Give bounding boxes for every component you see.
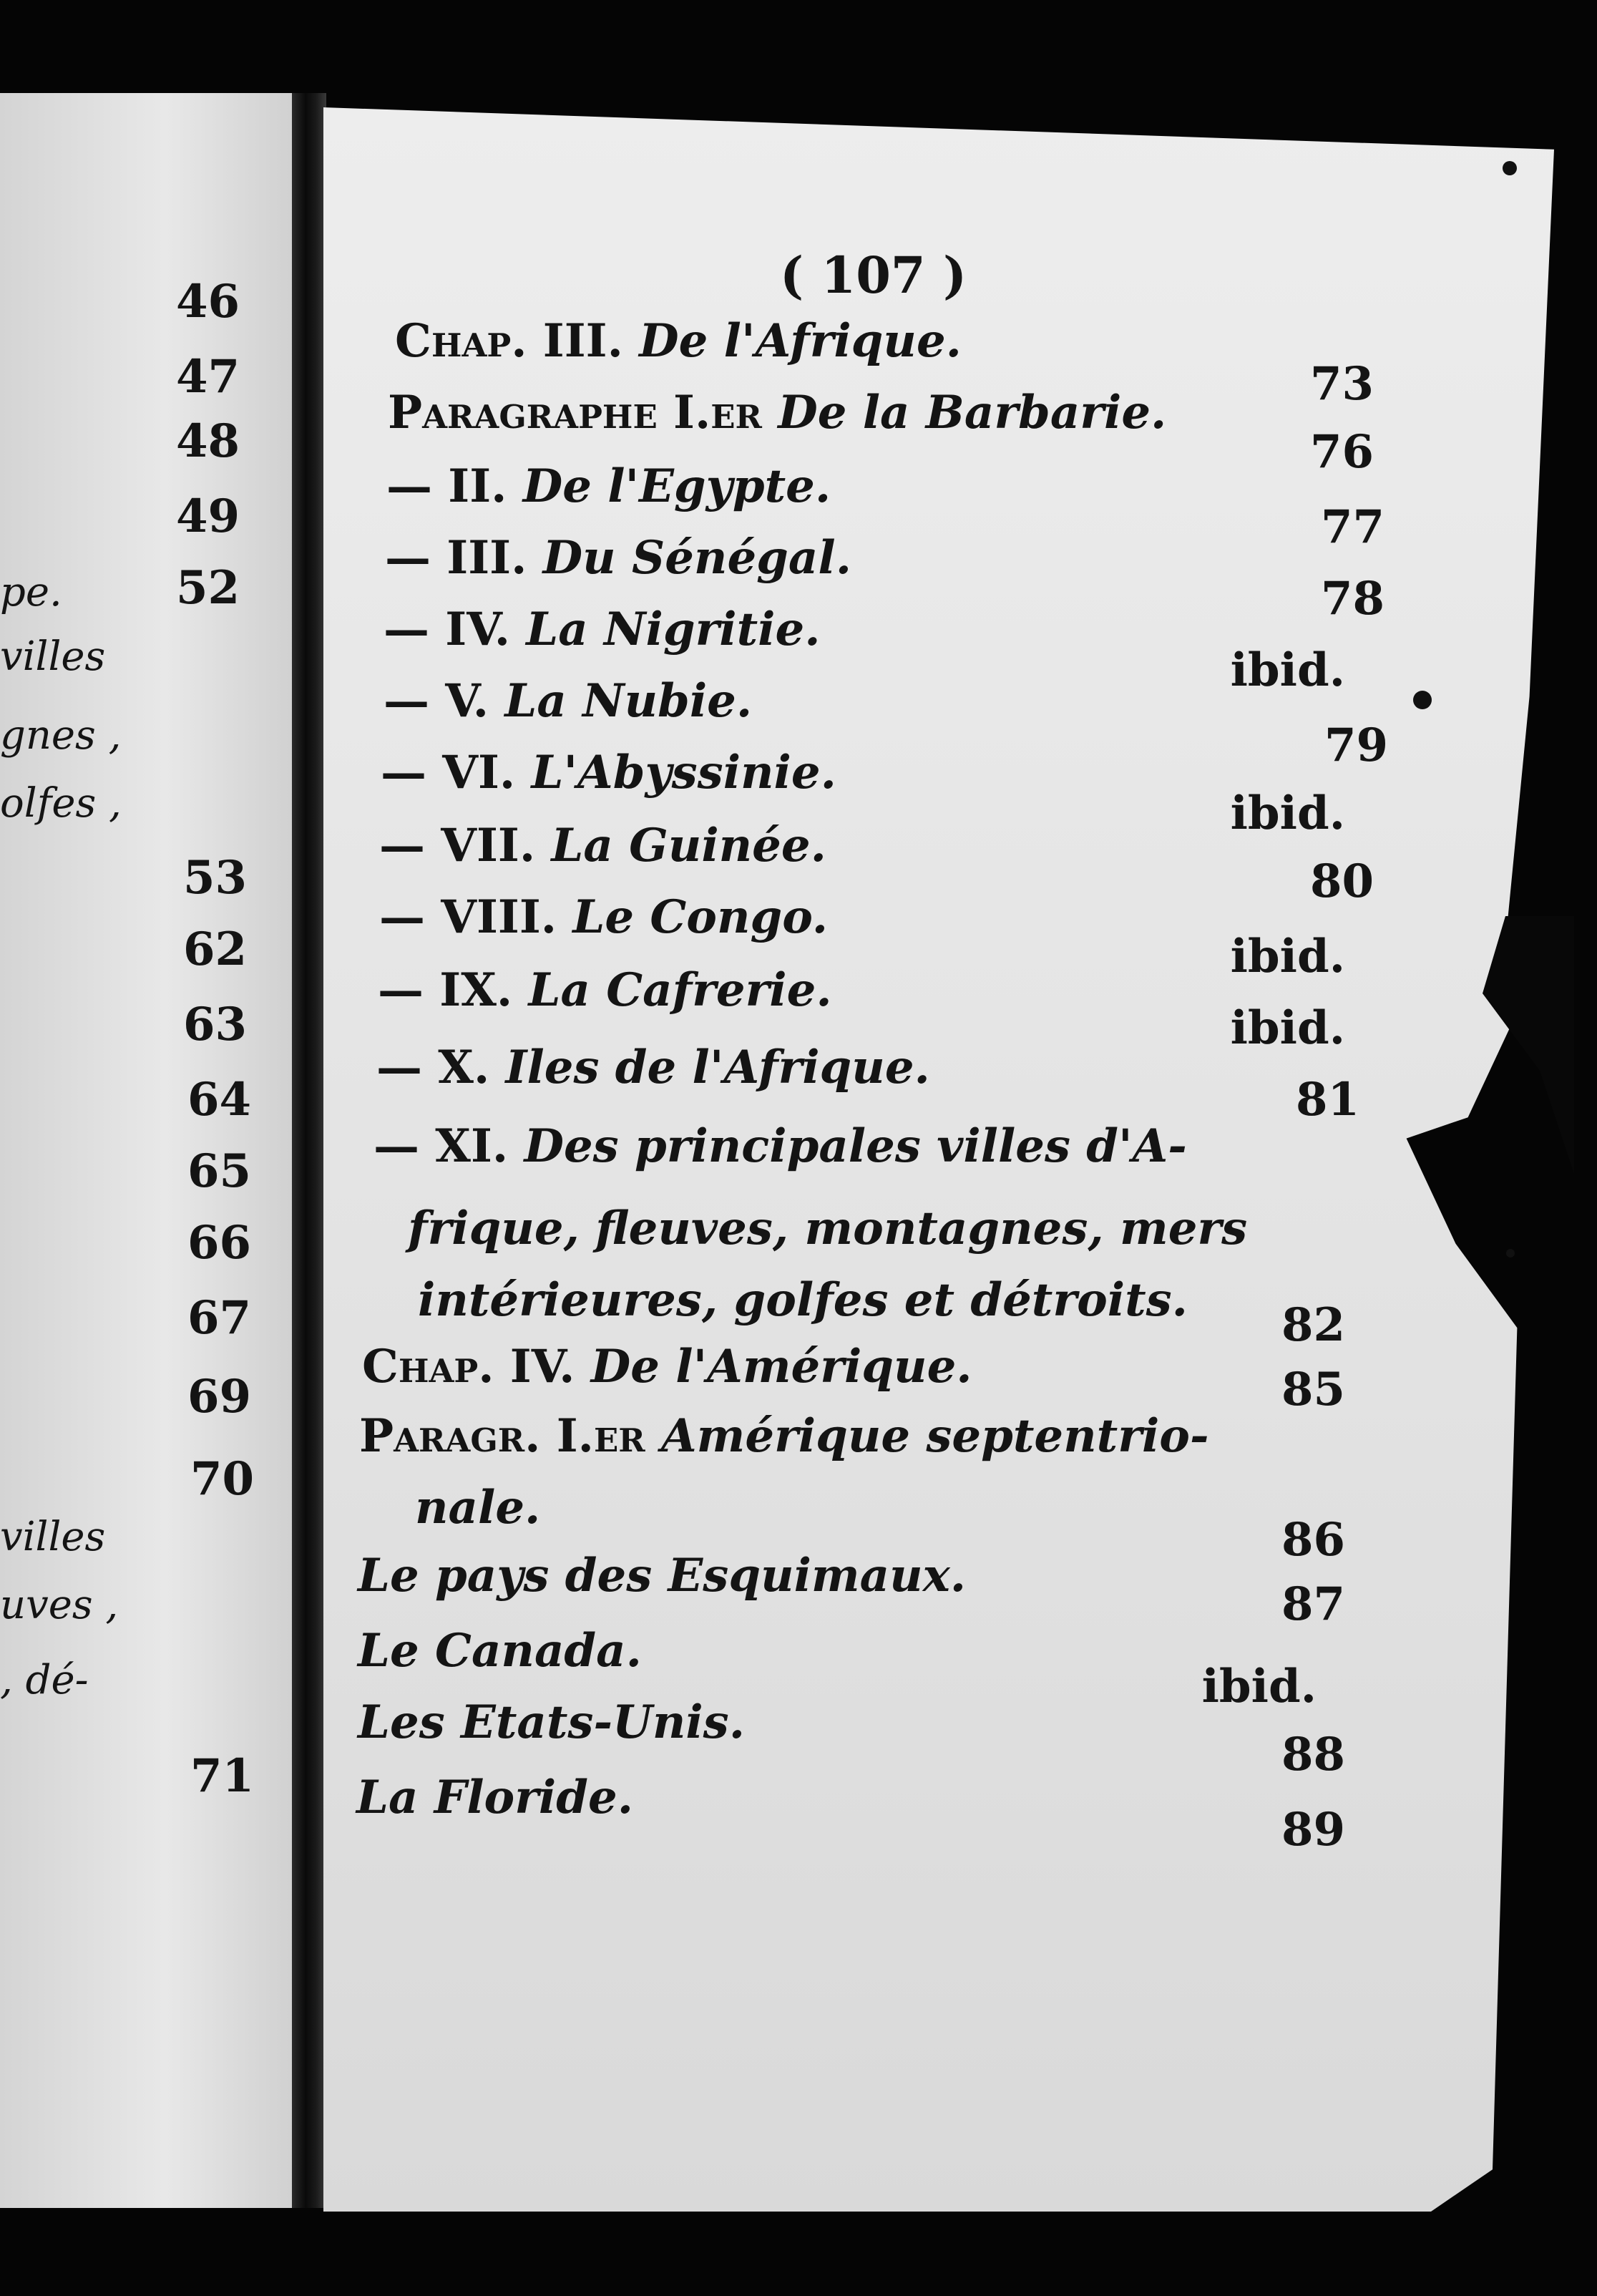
left-page-fragment: villes [0, 1514, 106, 1560]
toc-entry-prefix: — II. [386, 459, 523, 513]
toc-entry-title: La Nigritie. [526, 603, 821, 656]
book-gutter [292, 93, 326, 2208]
toc-entry-title: Le Canada. [358, 1624, 642, 1678]
toc-entry-prefix: — VI. [381, 746, 532, 799]
toc-entry-title: De la Barbarie. [778, 386, 1167, 439]
toc-entry-title: intérieures, golfes et détroits. [418, 1273, 1188, 1327]
toc-entry [373, 1119, 1187, 1173]
left-page-number: 48 [176, 414, 240, 468]
toc-entry [376, 1041, 930, 1094]
left-page-number: 64 [187, 1073, 252, 1127]
toc-entry-title: Les Etats-Unis. [358, 1696, 745, 1749]
toc-entry-prefix: Chap. III. [395, 314, 640, 368]
toc-entry-prefix: — IV. [384, 603, 527, 656]
toc-entry-title: Des principales villes d'A- [524, 1119, 1187, 1173]
toc-entry-title: La Nubie. [504, 674, 753, 728]
toc-entry [418, 1273, 1188, 1327]
toc-entry-prefix: Paragraphe I.er [388, 386, 778, 439]
toc-entry-title: nale. [415, 1481, 541, 1534]
toc-page-number: 88 [1281, 1728, 1345, 1781]
toc-page-number: ibid. [1230, 930, 1345, 983]
toc-entry [388, 386, 1167, 439]
left-page-fragment: , dé- [0, 1657, 89, 1703]
toc-page-number: 78 [1320, 572, 1384, 626]
toc-entry [408, 1202, 1248, 1255]
left-page-number: 62 [183, 923, 248, 976]
toc-entry [362, 1340, 972, 1393]
toc-entry-title: Le pays des Esquimaux. [358, 1549, 967, 1602]
toc-page-number: 81 [1295, 1073, 1359, 1127]
toc-entry-prefix: — VIII. [379, 890, 573, 944]
left-page-fragment: olfes , [0, 780, 122, 827]
toc-page-number: ibid. [1230, 643, 1345, 697]
toc-entry-title: La Floride. [356, 1771, 633, 1824]
toc-entry [385, 531, 851, 585]
toc-entry-prefix: — V. [384, 674, 505, 728]
left-page-number: 46 [176, 275, 240, 329]
left-page-number: 70 [190, 1452, 255, 1506]
toc-entry [359, 1409, 1209, 1463]
toc-entry [381, 746, 836, 799]
toc-entry-title: De l'Amérique. [590, 1340, 972, 1393]
left-page-number: 63 [183, 998, 248, 1051]
page-number: ( 107 ) [780, 245, 967, 305]
left-page-fragment: uves , [0, 1582, 119, 1628]
toc-entry-title: Amérique septentrio- [660, 1409, 1209, 1463]
toc-page-number: ibid. [1201, 1660, 1317, 1713]
toc-entry-title: La Cafrerie. [528, 963, 832, 1017]
toc-entry [415, 1481, 541, 1534]
toc-entry-prefix: — III. [385, 531, 543, 585]
toc-entry-prefix: Paragr. I.er [359, 1409, 661, 1463]
toc-page-number: ibid. [1230, 1001, 1345, 1055]
toc-entry-prefix: — VII. [379, 819, 552, 872]
toc-page-number: 76 [1309, 425, 1374, 479]
left-page-number: 66 [187, 1216, 252, 1270]
toc-entry-title: Du Sénégal. [542, 531, 851, 585]
toc-entry [358, 1549, 967, 1602]
toc-entry [378, 963, 832, 1017]
toc-entry [358, 1624, 642, 1678]
left-page-fragment: pe. [0, 569, 62, 616]
toc-entry-title: La Guinée. [551, 819, 826, 872]
left-page-number: 67 [187, 1291, 252, 1345]
toc-entry-title: Iles de l'Afrique. [505, 1041, 930, 1094]
left-page [0, 93, 301, 2208]
toc-page-number: 77 [1320, 500, 1384, 554]
toc-entry-title: frique, fleuves, montagnes, mers [408, 1202, 1248, 1255]
toc-page-number: 85 [1281, 1363, 1345, 1416]
toc-page-number: 87 [1281, 1577, 1345, 1631]
toc-entry [386, 459, 831, 513]
ink-speck [1506, 1249, 1515, 1258]
toc-entry-title: De l'Afrique. [639, 314, 962, 368]
toc-entry [358, 1696, 745, 1749]
toc-entry [379, 890, 829, 944]
toc-entry [356, 1771, 633, 1824]
ink-speck [1503, 161, 1517, 175]
toc-entry [379, 819, 826, 872]
toc-page-number: 79 [1324, 719, 1388, 772]
toc-page-number: 89 [1281, 1803, 1345, 1857]
left-page-number: 69 [187, 1370, 252, 1424]
toc-entry-title: De l'Egypte. [522, 459, 831, 513]
toc-page-number: 73 [1309, 357, 1374, 411]
toc-entry [395, 314, 962, 368]
ink-speck [1413, 691, 1432, 709]
toc-page-number: 86 [1281, 1513, 1345, 1567]
toc-entry-prefix: — IX. [378, 963, 529, 1017]
left-page-fragment: gnes , [0, 712, 122, 759]
left-page-number: 47 [176, 350, 240, 404]
left-page-number: 49 [176, 490, 240, 543]
toc-entry [384, 603, 821, 656]
toc-entry-prefix: — XI. [373, 1119, 524, 1173]
left-page-number: 65 [187, 1144, 252, 1198]
toc-page-number: 80 [1309, 855, 1374, 908]
left-page-number: 52 [176, 561, 240, 615]
toc-entry-prefix: — X. [376, 1041, 506, 1094]
toc-entry-title: Le Congo. [572, 890, 829, 944]
toc-entry-prefix: Chap. IV. [362, 1340, 591, 1393]
toc-entry-title: L'Abyssinie. [531, 746, 836, 799]
toc-page-number: 82 [1281, 1298, 1345, 1352]
left-page-fragment: villes [0, 633, 106, 680]
toc-entry [384, 674, 753, 728]
toc-page-number: ibid. [1230, 787, 1345, 840]
left-page-number: 71 [190, 1749, 255, 1803]
left-page-number: 53 [183, 851, 248, 905]
